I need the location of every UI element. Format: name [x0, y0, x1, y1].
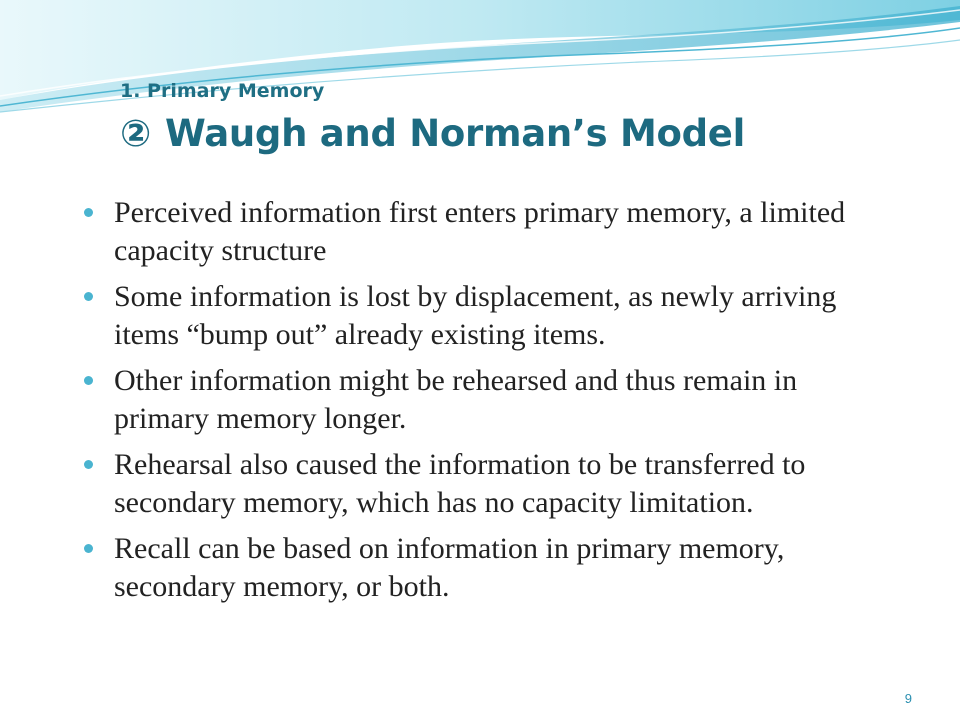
bullet-item	[84, 194, 884, 270]
slide-title-text: Waugh and Norman’s Model	[165, 112, 745, 155]
bullet-item	[84, 278, 884, 354]
bullet-item	[84, 530, 884, 606]
bullet-dot-icon	[84, 208, 93, 217]
bullet-dot-icon	[84, 544, 93, 553]
bullet-text: Perceived information first enters primary memory, a limited capacity structure	[114, 196, 846, 267]
bullet-item	[84, 362, 884, 438]
bullet-text: Some information is lost by displacement, as newly arriving items “bump out” already existing items.	[114, 280, 837, 351]
circled-number-marker: ②	[120, 112, 152, 155]
bullet-text: Other information might be rehearsed and thus remain in primary memory longer.	[114, 364, 798, 435]
bullet-dot-icon	[84, 460, 93, 469]
bullet-text: Recall can be based on information in primary memory, secondary memory, or both.	[114, 532, 785, 603]
bullet-list	[84, 194, 884, 614]
bullet-text: Rehearsal also caused the information to be transferred to secondary memory, which has no capacity limitation.	[114, 448, 806, 519]
bullet-dot-icon	[84, 376, 93, 385]
slide-title	[120, 112, 745, 155]
page-number: 9	[904, 691, 912, 706]
slide-subtitle: 1. Primary Memory	[120, 80, 325, 102]
bullet-dot-icon	[84, 292, 93, 301]
bullet-item	[84, 446, 884, 522]
header-wave-decoration	[0, 0, 960, 130]
